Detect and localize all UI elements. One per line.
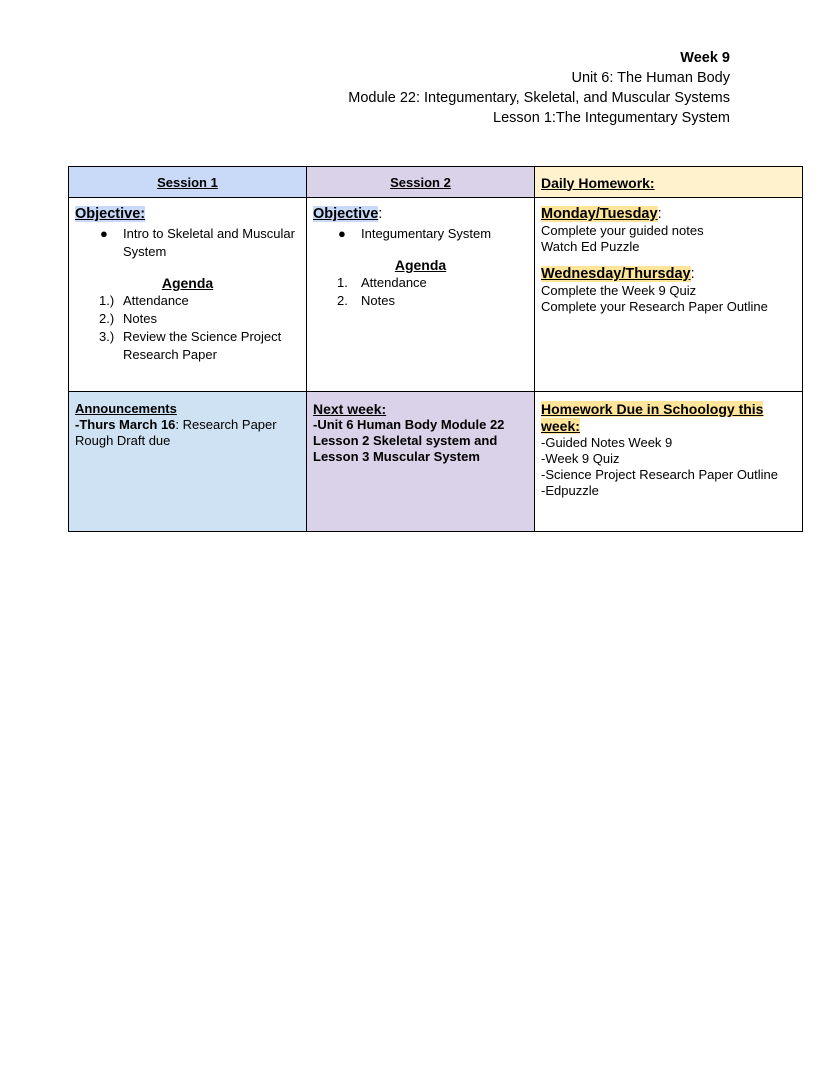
session-2-objective-list — [313, 225, 528, 243]
unit-title: Unit 6: The Human Body — [571, 70, 730, 86]
session-1-agenda-list — [75, 292, 300, 364]
session-1-header: Session 1 — [69, 167, 307, 198]
next-week-text: -Unit 6 Human Body Module 22 Lesson 2 Skeletal system and Lesson 3 Muscular System — [313, 417, 505, 464]
announcements-cell — [69, 392, 307, 532]
daily-homework-cell: Monday/Tuesday: Complete your guided notes Watch Ed Puzzle Wednesday/Thursday: Complete the Week 9 Quiz Complete your Research Paper Outline — [535, 198, 803, 392]
session-1-agenda-label: Agenda — [161, 275, 214, 291]
list-item: -Guided Notes Week 9 — [541, 435, 673, 450]
list-item: 2. Notes — [337, 293, 395, 308]
list-item: -Edpuzzle — [541, 483, 599, 498]
list-item: 1. Attendance — [337, 275, 427, 290]
daily-homework-header: Daily Homework: — [535, 167, 803, 198]
next-week-label: Next week: — [313, 401, 387, 417]
list-item: 2.) Notes — [99, 311, 157, 326]
session-2-header: Session 2 — [307, 167, 535, 198]
list-item: -Science Project Research Paper Outline — [541, 467, 779, 482]
session-2-agenda-list — [313, 274, 528, 310]
session-2-cell: Objective: ● Integumentary System Agenda 1. Attendance 2. Notes — [307, 198, 535, 392]
document-header — [348, 48, 730, 128]
list-item: -Week 9 Quiz — [541, 451, 620, 466]
week-title: Week 9 — [680, 50, 730, 66]
module-title: Module 22: Integumentary, Skeletal, and Muscular Systems — [348, 90, 730, 106]
wed-thu-label: Wednesday/Thursday — [541, 266, 691, 282]
homework-line: Watch Ed Puzzle — [541, 239, 640, 254]
homework-due-label: Homework Due in Schoology this week: — [541, 401, 764, 434]
homework-line: Complete your guided notes — [541, 223, 704, 238]
announcements-label: Announcements — [75, 401, 177, 416]
list-item: ● Integumentary System — [338, 226, 492, 241]
list-item: ● Intro to Skeletal and Muscular System — [100, 226, 295, 259]
list-item: 1.) Attendance — [99, 293, 189, 308]
lesson-plan-table — [68, 166, 803, 532]
session-1-objective-label: Objective: — [75, 206, 146, 222]
next-week-cell — [307, 392, 535, 532]
homework-due-cell — [535, 392, 803, 532]
session-1-cell — [69, 198, 307, 392]
announcement-text: -Thurs March 16: Research Paper Rough Draft due — [75, 417, 277, 448]
session-1-objective-list — [75, 225, 300, 261]
session-2-objective-label: Objective — [313, 206, 379, 222]
homework-line: Complete the Week 9 Quiz — [541, 283, 697, 298]
session-2-agenda-label: Agenda — [394, 257, 447, 273]
homework-line: Complete your Research Paper Outline — [541, 299, 768, 314]
list-item: 3.) Review the Science Project Research Paper — [99, 329, 282, 362]
lesson-title: Lesson 1:The Integumentary System — [493, 110, 730, 126]
mon-tue-label: Monday/Tuesday — [541, 206, 658, 222]
